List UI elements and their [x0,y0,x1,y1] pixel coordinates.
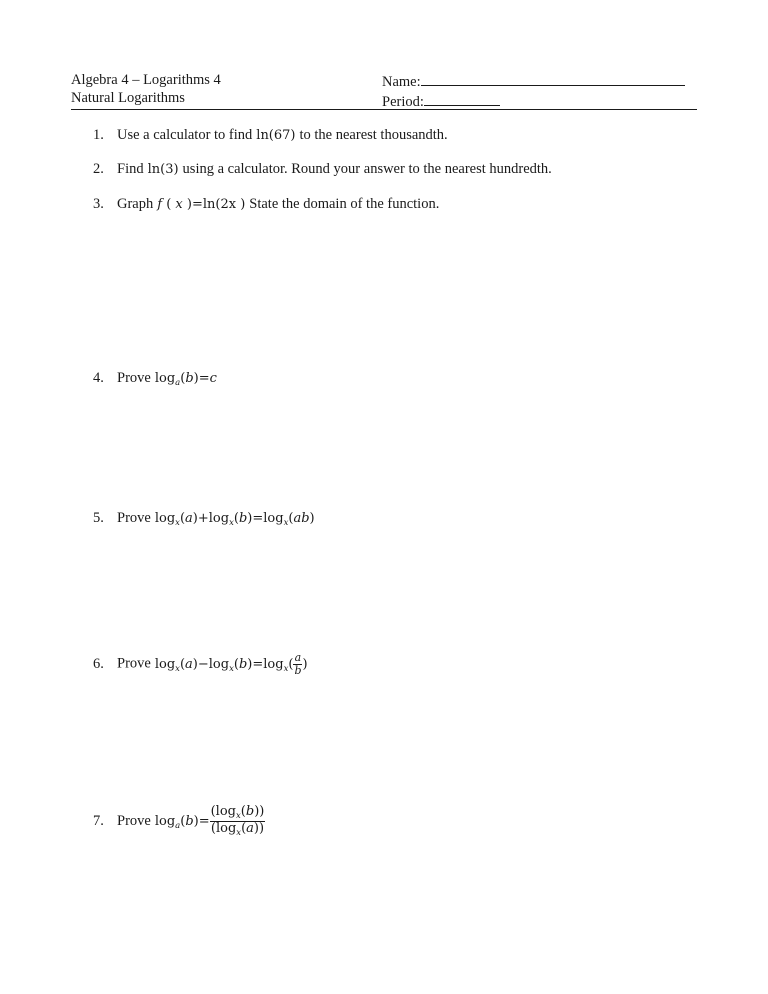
math-expression: ln(67) [256,128,296,143]
math-expression: $\log_a(b)=c$ [154,371,217,388]
course-title: Algebra 4 – Logarithms 4 [71,72,221,88]
header-right [382,71,685,111]
period-row [382,91,685,111]
question-number: 1. [93,127,104,143]
question-3 [93,196,439,213]
question-number: 3. [93,196,104,212]
math-expression: ln(3) [147,162,179,177]
question-4 [93,370,217,388]
question-text: Prove [117,510,151,526]
question-text: Graph [117,196,154,212]
question-number: 5. [93,510,104,526]
period-label: Period: [382,94,424,110]
question-1 [93,127,448,144]
question-number: 7. [93,812,104,829]
topic-title: Natural Logarithms [71,90,185,106]
question-2 [93,161,552,178]
name-label: Name: [382,74,421,90]
header-left [71,71,221,107]
question-number: 4. [93,370,104,386]
question-number: 2. [93,161,104,177]
question-text: to the nearest thousandth. [299,127,448,143]
question-text: Prove [117,812,151,829]
question-number: 6. [93,655,104,672]
name-row [382,71,685,91]
name-blank[interactable] [421,71,685,86]
question-text: using a calculator. Round your answer to the nearest hundredth. [182,161,552,177]
question-text: Use a calculator to find [117,127,253,143]
question-text: Prove [117,655,151,672]
worksheet-header [71,71,697,110]
math-expression: f ( x )=ln(2x ) [157,197,246,212]
math-expression: $\log_a(b)=$ $\frac{(\log_x(b))}{(\log_x(a))}$ [154,804,265,838]
period-blank[interactable] [424,91,500,106]
question-text: Prove [117,370,151,386]
question-5 [93,510,315,528]
question-6 [93,652,308,676]
question-text: State the domain of the function. [249,196,440,212]
question-7 [93,805,265,838]
math-expression: $\log_x(a)-\log_x(b)=\log_x$( $\frac{a}{b}$ ) [154,651,308,677]
math-expression: $\log_x(a)+\log_x(b)=\log_x(ab)$ [154,511,315,528]
question-text: Find [117,161,144,177]
